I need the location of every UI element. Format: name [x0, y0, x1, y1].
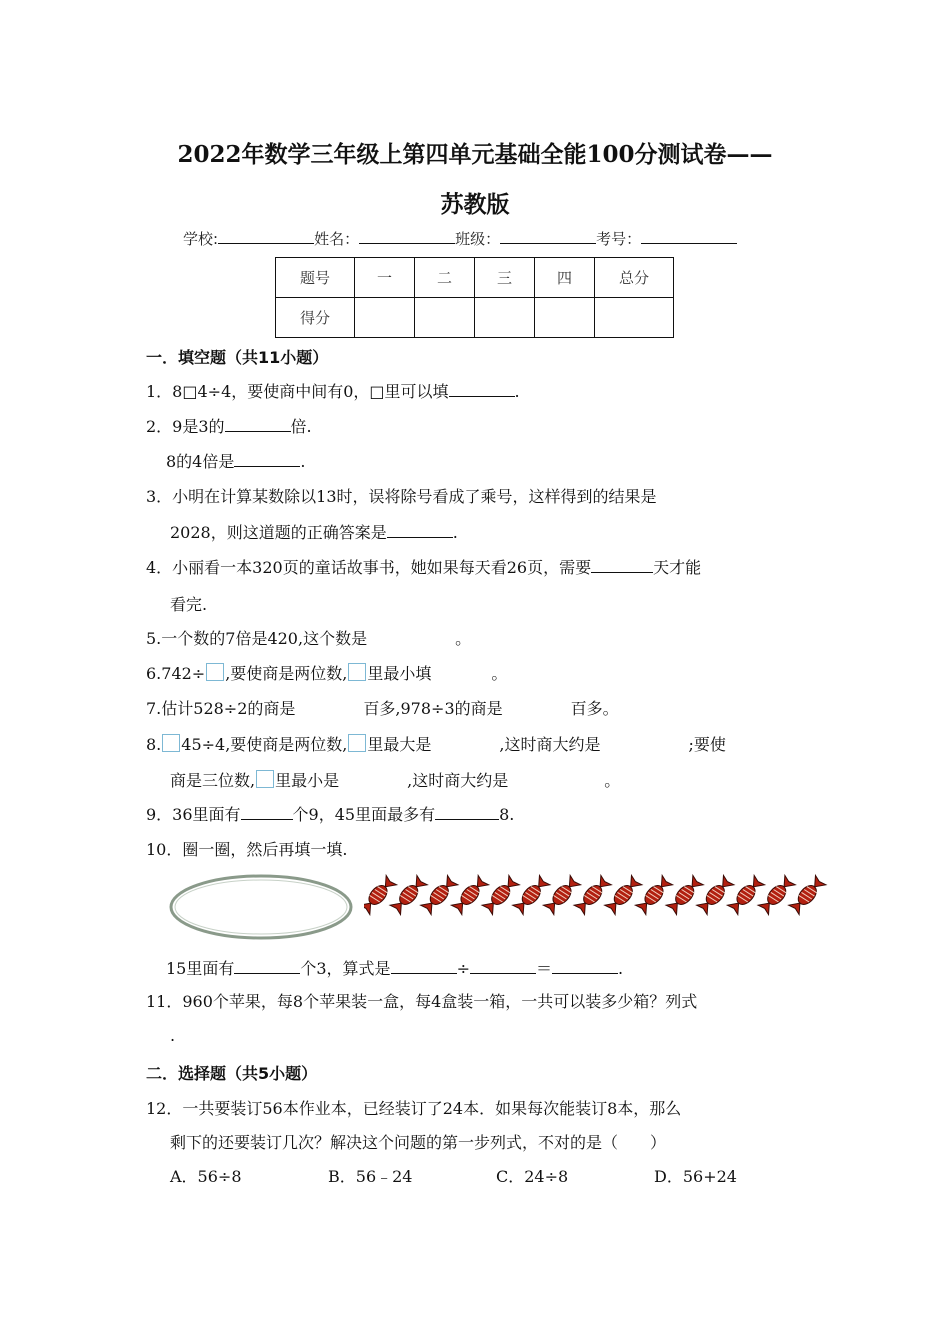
name-blank[interactable]: [359, 229, 455, 244]
question-8-text-e: ;要使: [688, 735, 726, 754]
page-title-line1: 2022年数学三年级上第四单元基础全能100分测试卷——: [177, 141, 773, 168]
answer-blank[interactable]: [234, 452, 300, 467]
score-cell[interactable]: [475, 298, 535, 338]
question-8-text-g: 里最小是: [275, 771, 340, 790]
question-11-cont: [170, 1026, 175, 1045]
square-box: [348, 734, 366, 752]
score-table: [275, 257, 674, 338]
question-4: [146, 555, 701, 578]
answer-blank[interactable]: [225, 417, 291, 432]
question-2-part2: [166, 449, 305, 472]
question-9-text: 9．36里面有: [146, 805, 241, 824]
question-2: [146, 414, 312, 437]
question-8-text-h: ,这时商大约是: [407, 771, 509, 790]
class-blank[interactable]: [500, 229, 596, 244]
answer-blank[interactable]: [591, 558, 653, 573]
drawing-oval[interactable]: [168, 872, 358, 942]
question-11-end: .: [170, 1026, 176, 1045]
score-cell[interactable]: [595, 298, 674, 338]
option-a[interactable]: A．56÷8: [170, 1167, 242, 1186]
option-b[interactable]: B．56﹣24: [328, 1167, 413, 1186]
school-label: 学校:: [183, 230, 219, 248]
question-8: [146, 732, 726, 755]
candy-icon[interactable]: [482, 875, 519, 914]
class-label: 班级：: [455, 230, 501, 248]
candy-icon[interactable]: [758, 875, 795, 914]
question-2-text-c: 8的4倍是: [166, 452, 235, 471]
question-11-text: 11．960个苹果，每8个苹果装一盒，每4盒装一箱，一共可以装多少箱？列式: [146, 992, 698, 1011]
question-10-fill: [166, 956, 623, 979]
answer-blank[interactable]: [435, 805, 499, 820]
square-box[interactable]: [162, 734, 180, 752]
question-7: [146, 696, 619, 719]
question-9-text-b: 个9，45里面最多有: [292, 805, 436, 824]
score-header-cell: 四: [535, 258, 595, 298]
answer-blank[interactable]: [391, 959, 457, 974]
question-10-equals: ＝: [535, 959, 552, 978]
question-9-end: 8.: [499, 805, 515, 824]
square-box: [348, 663, 366, 681]
question-2-text: 2．9是3的: [146, 417, 225, 436]
candy-icon[interactable]: [789, 875, 826, 914]
question-9: [146, 802, 514, 825]
question-12: [146, 1096, 681, 1119]
question-12-text: 12．一共要装订56本作业本，已经装订了24本．如果每次能装订8本，那么: [146, 1099, 682, 1118]
name-label: 姓名：: [314, 230, 360, 248]
question-3: [146, 484, 657, 507]
candy-icon[interactable]: [364, 875, 397, 914]
page-title-line2: 苏教版: [440, 191, 510, 218]
candy-icon[interactable]: [727, 875, 764, 914]
question-3-text-b: 2028，则这道题的正确答案是: [170, 523, 387, 542]
candy-icon[interactable]: [666, 875, 703, 914]
score-header-cell: 题号: [276, 258, 355, 298]
student-info-line: [183, 228, 737, 249]
section-title-choice: 二．选择题（共5小题）: [146, 1064, 318, 1083]
question-8-text: 8.: [146, 735, 162, 754]
option-c[interactable]: C．24÷8: [496, 1167, 569, 1186]
candy-icon[interactable]: [451, 875, 488, 914]
question-12-cont: [170, 1130, 666, 1153]
question-8-end: 。: [604, 771, 621, 790]
question-10: [146, 837, 347, 860]
score-table-header-row: [276, 258, 674, 298]
option-d[interactable]: D．56+24: [654, 1167, 737, 1186]
question-4-text-b: 天才能: [653, 558, 702, 577]
square-box: [256, 770, 274, 788]
question-6: [146, 661, 507, 684]
number-label: 考号：: [596, 230, 642, 248]
question-6-text: 6.742÷: [146, 664, 206, 683]
number-blank[interactable]: [641, 229, 737, 244]
score-header-cell: 三: [475, 258, 535, 298]
candy-row: [364, 862, 834, 928]
school-blank[interactable]: [218, 229, 314, 244]
answer-blank[interactable]: [470, 959, 536, 974]
answer-blank[interactable]: [449, 382, 515, 397]
question-8-text-f: 商是三位数,: [170, 771, 256, 790]
question-10-text: 10．圈一圈，然后再填一填.: [146, 840, 348, 859]
question-1-text: 1．8□4÷4，要使商中间有0，□里可以填: [146, 382, 449, 401]
question-7-text-b: 百多,978÷3的商是: [363, 699, 503, 718]
question-4-end: 看完.: [170, 595, 208, 614]
question-7-end: 百多。: [570, 699, 619, 718]
question-7-text: 7.估计528÷2的商是: [146, 699, 296, 718]
answer-blank[interactable]: [387, 523, 453, 538]
question-3-cont: [170, 520, 458, 543]
candy-icon[interactable]: [390, 875, 427, 914]
question-1-end: .: [514, 382, 520, 401]
candy-icon[interactable]: [543, 875, 580, 914]
question-3-text: 3．小明在计算某数除以13时，误将除号看成了乘号，这样得到的结果是: [146, 487, 657, 506]
score-row-label: 得分: [276, 298, 355, 338]
question-4-cont: [170, 592, 207, 615]
question-5: [146, 626, 471, 649]
question-6-text-b: ,要使商是两位数,: [225, 664, 348, 683]
score-header-cell: 二: [415, 258, 475, 298]
candy-icon[interactable]: [605, 875, 642, 914]
candy-icon[interactable]: [635, 875, 672, 914]
question-8-text-d: ,这时商大约是: [499, 735, 601, 754]
question-6-text-c: 里最小填: [367, 664, 432, 683]
score-cell[interactable]: [415, 298, 475, 338]
question-2-end: .: [300, 452, 306, 471]
question-10-end: .: [617, 959, 624, 978]
answer-blank[interactable]: [552, 959, 618, 974]
candy-icon[interactable]: [513, 875, 550, 914]
question-8-text-b: 45÷4,要使商是两位数,: [181, 735, 348, 754]
question-2-text-b: 倍.: [290, 417, 312, 436]
question-8-cont: [170, 768, 620, 791]
question-11: [146, 989, 697, 1012]
question-1: [146, 379, 520, 402]
question-5-end: 。: [455, 629, 472, 648]
candy-icon[interactable]: [421, 875, 458, 914]
score-table-score-row: [276, 298, 674, 338]
question-12-text-b: 剩下的还要装订几次？解决这个问题的第一步列式，不对的是（ ）: [170, 1133, 667, 1152]
score-cell[interactable]: [535, 298, 595, 338]
candy-icon[interactable]: [574, 875, 611, 914]
question-6-end: 。: [491, 664, 508, 683]
score-header-cell: 总分: [595, 258, 674, 298]
question-4-text: 4．小丽看一本320页的童话故事书，她如果每天看26页，需要: [146, 558, 592, 577]
question-8-text-c: 里最大是: [367, 735, 432, 754]
answer-blank[interactable]: [241, 805, 293, 820]
answer-blank[interactable]: [234, 959, 300, 974]
score-cell[interactable]: [355, 298, 415, 338]
question-3-end: .: [452, 523, 458, 542]
question-10-text-b: 15里面有: [166, 959, 235, 978]
question-10-divide: ÷: [456, 959, 470, 978]
score-header-cell: 一: [355, 258, 415, 298]
section-title-fill-in: 一．填空题（共11小题）: [146, 348, 329, 367]
candy-icon[interactable]: [697, 875, 734, 914]
question-5-text: 5.一个数的7倍是420,这个数是: [146, 629, 368, 648]
question-10-text-c: 个3，算式是: [300, 959, 391, 978]
square-box[interactable]: [206, 663, 224, 681]
